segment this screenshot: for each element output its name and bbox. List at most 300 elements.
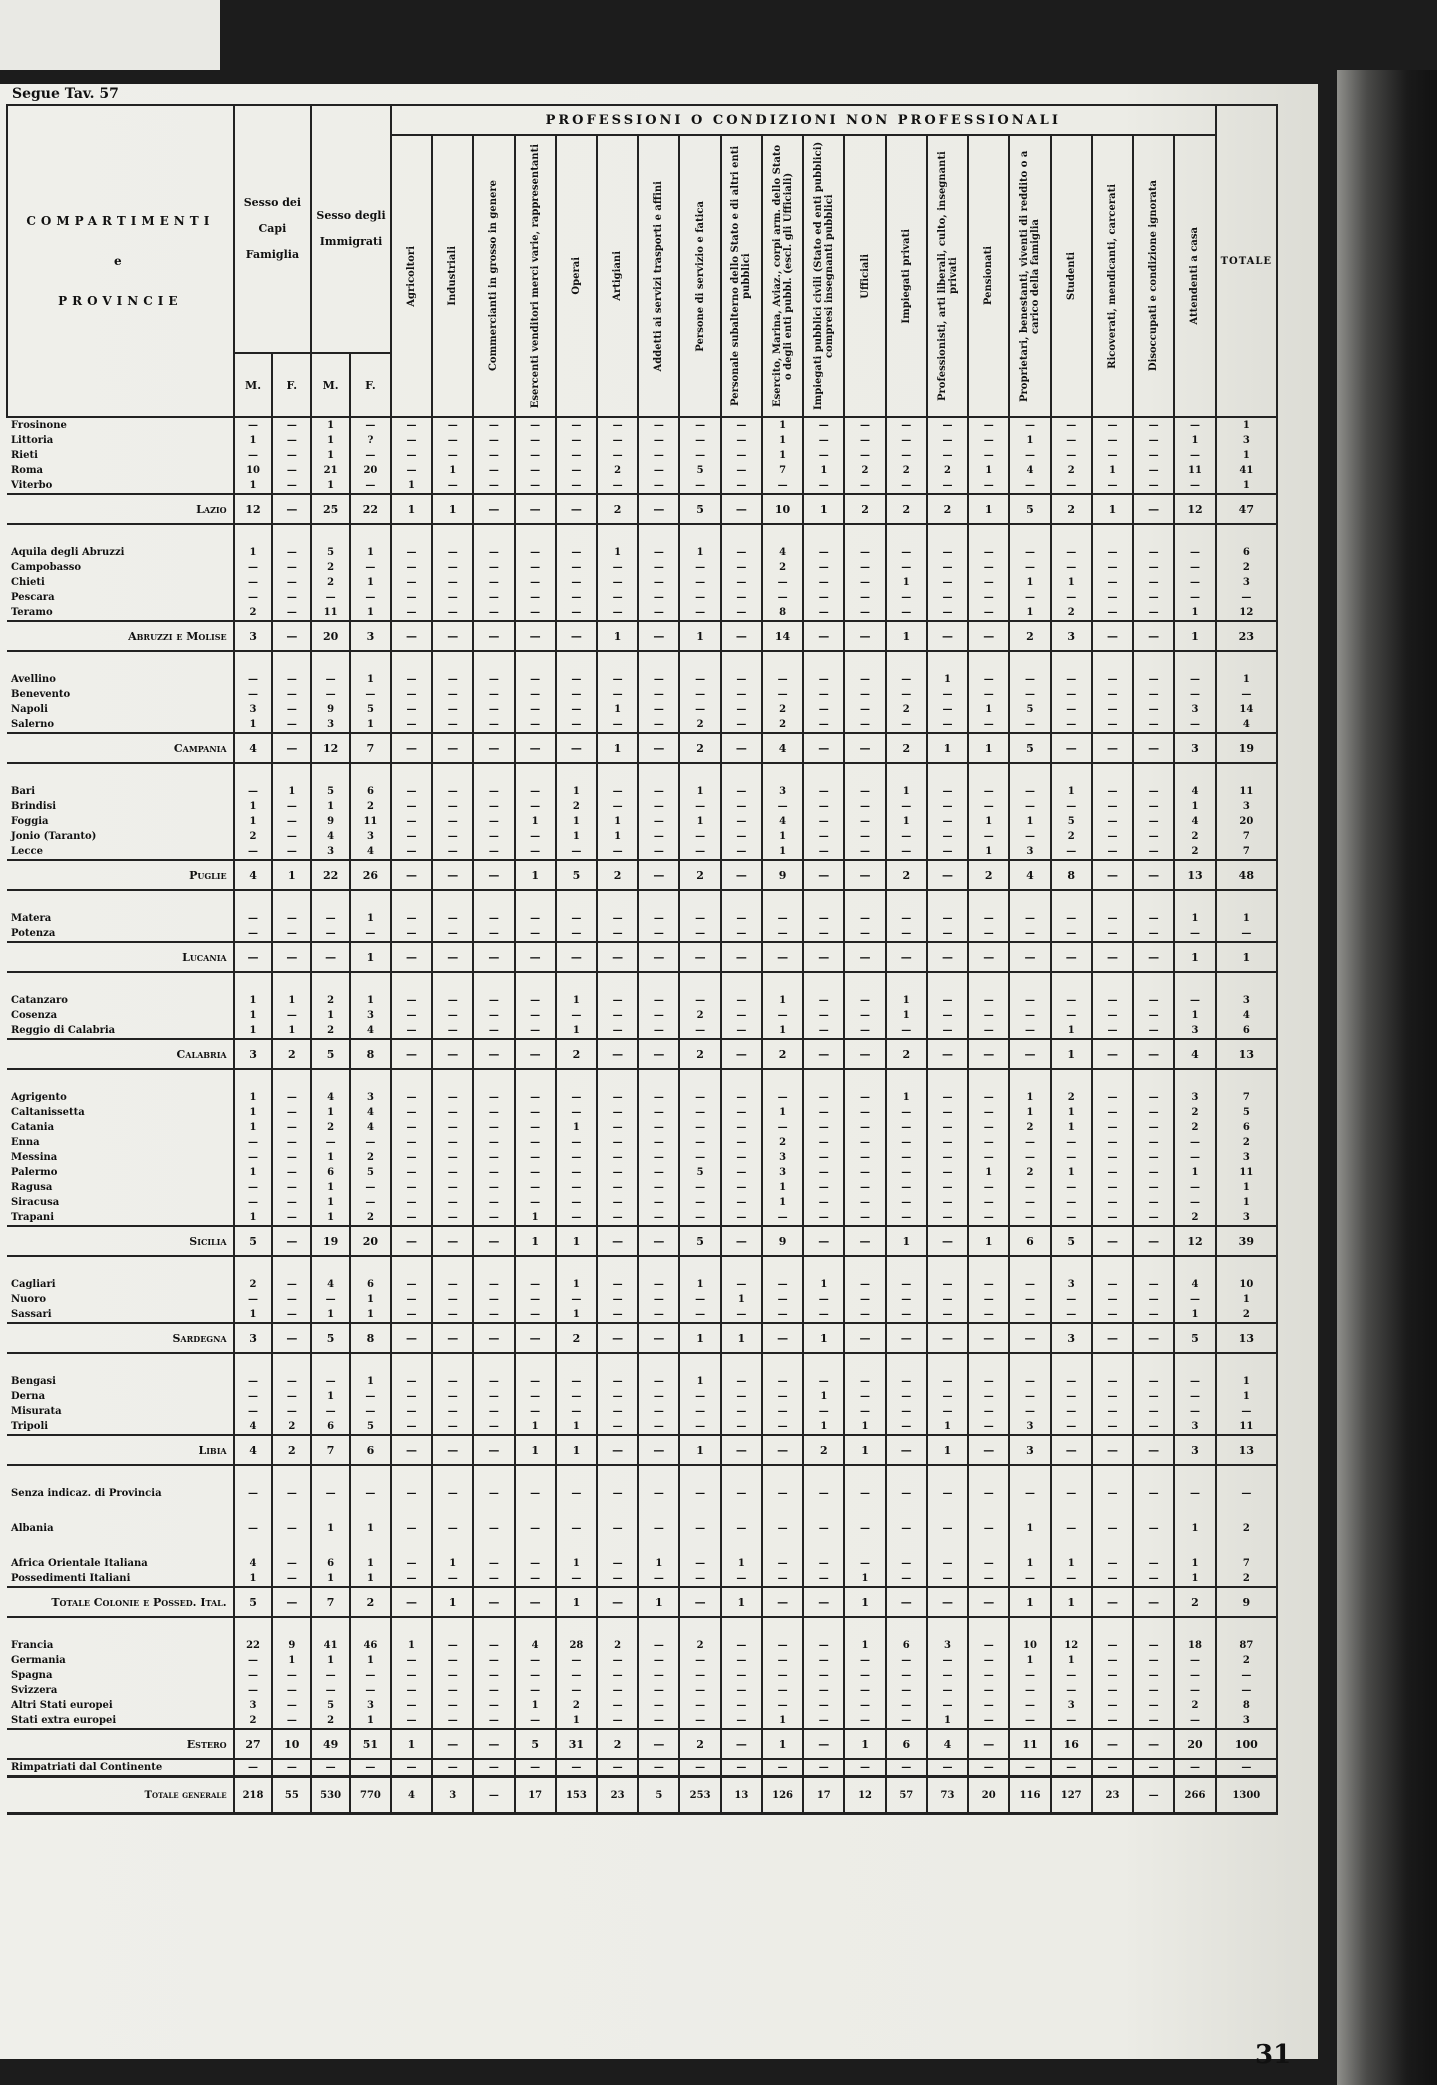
value-cell: — [638,1135,679,1150]
profession-column-header [968,135,1009,417]
value-cell: — [1216,590,1277,605]
value-cell: — [473,1277,514,1292]
value-cell: — [1092,1008,1133,1023]
value-cell: — [391,1374,432,1389]
value-cell: 6 [311,1556,350,1571]
value-cell: — [803,433,844,448]
value-cell: — [597,1698,638,1713]
spacer-cell [556,1501,597,1521]
spacer-cell [762,972,803,993]
value-cell: — [1092,1307,1133,1323]
profession-column-header [597,135,638,417]
value-cell: 1 [391,1638,432,1653]
value-cell: — [1133,590,1174,605]
value-cell: — [638,733,679,763]
spacer-cell [638,524,679,545]
spacer-cell [721,972,762,993]
value-cell: — [234,672,273,687]
table-row [7,672,1277,687]
value-cell: — [886,1374,927,1389]
value-cell: — [886,1486,927,1501]
value-cell: — [968,1729,1009,1759]
value-cell: — [968,1653,1009,1668]
value-cell: — [515,784,556,799]
value-cell: — [927,926,968,942]
table-row [7,1210,1277,1226]
value-cell: 2 [679,1008,720,1023]
spacer-cell [803,651,844,672]
value-cell: 4 [1009,860,1050,890]
value-cell: — [638,1105,679,1120]
value-cell: 1 [350,942,391,972]
value-cell: — [432,605,473,621]
value-cell: — [1133,621,1174,651]
value-cell: 6 [350,1435,391,1465]
value-cell: 1 [803,494,844,524]
value-cell: — [350,590,391,605]
spacer-cell [844,1256,885,1277]
value-cell: — [1092,478,1133,494]
value-cell: — [473,1556,514,1571]
value-cell: — [597,1521,638,1536]
value-cell: 3 [432,1777,473,1814]
value-cell: — [391,911,432,926]
row-label: Senza indicaz. di Provincia [7,1486,234,1501]
value-cell: — [1133,463,1174,478]
value-cell: — [844,1486,885,1501]
row-label: Enna [7,1135,234,1150]
value-cell: 1 [350,1307,391,1323]
value-cell: 1 [679,1374,720,1389]
value-cell: — [473,545,514,560]
value-cell: 1 [234,1008,273,1023]
value-cell: 2 [762,1039,803,1069]
value-cell: — [432,1323,473,1353]
value-cell: — [473,590,514,605]
table-row [7,993,1277,1008]
value-cell: 1 [1216,942,1277,972]
spacer-row [7,1617,1277,1638]
value-cell: — [311,942,350,972]
value-cell: — [1174,1683,1215,1698]
value-cell: 2 [311,560,350,575]
value-cell: 1 [234,1307,273,1323]
value-cell: — [679,1195,720,1210]
value-cell: — [1051,687,1092,702]
value-cell: — [638,1180,679,1195]
value-cell: — [1009,1210,1050,1226]
table-row [7,1277,1277,1292]
value-cell: — [927,1587,968,1617]
spacer-cell [350,1256,391,1277]
value-cell: 10 [234,463,273,478]
value-cell: — [515,560,556,575]
value-cell: — [515,417,556,433]
spacer-cell [391,1617,432,1638]
row-label: Abruzzi e Molise [7,621,234,651]
value-cell: — [762,687,803,702]
spacer-cell [844,890,885,911]
table-row [7,1180,1277,1195]
value-cell: — [803,799,844,814]
value-cell: — [1009,1008,1050,1023]
value-cell: 49 [311,1729,350,1759]
value-cell: 1 [762,1713,803,1729]
value-cell: 1 [886,1090,927,1105]
table-body [7,417,1277,1814]
value-cell: — [721,687,762,702]
value-cell: 3 [1174,1435,1215,1465]
value-cell: — [803,1521,844,1536]
value-cell: — [968,1587,1009,1617]
value-cell: — [597,1486,638,1501]
value-cell: 1 [762,448,803,463]
value-cell: — [803,575,844,590]
spacer-cell [473,524,514,545]
value-cell: — [272,1571,311,1587]
value-cell: — [638,1323,679,1353]
value-cell: — [968,1180,1009,1195]
value-cell: 2 [679,1638,720,1653]
value-cell: — [272,1374,311,1389]
value-cell: — [721,1521,762,1536]
value-cell: — [844,1323,885,1353]
value-cell: — [1133,1105,1174,1120]
spacer-cell [272,1353,311,1374]
value-cell: — [432,733,473,763]
value-cell: — [1092,926,1133,942]
spacer-cell [1092,1256,1133,1277]
value-cell: — [597,1195,638,1210]
value-cell: — [432,621,473,651]
value-cell: — [473,1713,514,1729]
value-cell: — [679,560,720,575]
spacer-cell [927,1536,968,1556]
spacer-cell [638,1256,679,1277]
profession-column-header [927,135,968,417]
row-label: Littoria [7,433,234,448]
value-cell: — [1092,1292,1133,1307]
value-cell: — [844,448,885,463]
value-cell: 3 [1216,1210,1277,1226]
value-cell: 1 [556,1435,597,1465]
value-cell: — [1051,672,1092,687]
value-cell: — [679,687,720,702]
value-cell: — [432,1210,473,1226]
value-cell: — [515,1180,556,1195]
value-cell: — [1009,1023,1050,1039]
profession-column-label: Impiegati pubblici civili (Stato ed enti pubblici) compresi insegnanti pubblici [812,141,835,411]
table-header [7,105,1277,417]
value-cell: — [432,1023,473,1039]
value-cell: — [803,1135,844,1150]
value-cell: 1 [886,575,927,590]
spacer-cell [762,1353,803,1374]
spacer-cell [1133,1465,1174,1486]
value-cell: — [638,702,679,717]
value-cell: — [1009,1323,1050,1353]
value-cell: — [844,1195,885,1210]
profession-column-label: Esercito, Marina, Aviaz., corpi arm. dello Stato o degli enti pubbl. (escl. gli Ufficiali) [771,144,794,408]
spacer-cell [803,524,844,545]
value-cell: — [1051,1759,1092,1777]
spacer-cell [803,1465,844,1486]
value-cell: — [721,1120,762,1135]
value-cell: 2 [1009,1120,1050,1135]
value-cell: 2 [311,1120,350,1135]
spacer-cell [638,1617,679,1638]
value-cell: 13 [721,1777,762,1814]
value-cell: 1 [515,814,556,829]
value-cell: — [391,1713,432,1729]
value-cell: — [311,926,350,942]
spacer-cell [597,1256,638,1277]
spacer-cell [432,1256,473,1277]
value-cell: — [844,672,885,687]
value-cell: — [391,575,432,590]
value-cell: — [721,463,762,478]
value-cell: 12 [311,733,350,763]
value-cell: — [1092,799,1133,814]
spacer-cell [1174,972,1215,993]
value-cell: 4 [1174,784,1215,799]
value-cell: — [927,1698,968,1713]
value-cell: — [886,844,927,860]
value-cell: 1 [234,814,273,829]
value-cell: 20 [968,1777,1009,1814]
value-cell: — [473,1521,514,1536]
value-cell: 1 [886,1008,927,1023]
value-cell: — [721,1226,762,1256]
value-cell: — [473,1120,514,1135]
value-cell: — [762,1008,803,1023]
value-cell: 31 [556,1729,597,1759]
value-cell: 6 [1216,1120,1277,1135]
value-cell: — [886,590,927,605]
value-cell: — [432,814,473,829]
value-cell: — [556,1683,597,1698]
value-cell: — [927,1180,968,1195]
profession-column-label: Operai [570,257,582,295]
value-cell: — [638,590,679,605]
value-cell: 1 [844,1587,885,1617]
value-cell: — [803,1210,844,1226]
value-cell: — [1216,1759,1277,1777]
row-label: Totale Colonie e Possed. Ital. [7,1587,234,1617]
value-cell: — [1092,1435,1133,1465]
value-cell: — [515,1759,556,1777]
spacer-cell [432,1536,473,1556]
spacer-cell [927,1256,968,1277]
value-cell: 1 [391,478,432,494]
value-cell: 5 [311,1698,350,1713]
value-cell: — [272,1307,311,1323]
value-cell: 1 [350,672,391,687]
value-cell: 17 [803,1777,844,1814]
spacer-cell [391,1501,432,1521]
spacer-cell [886,890,927,911]
value-cell: — [391,717,432,733]
value-cell: — [391,621,432,651]
value-cell: 1 [311,417,350,433]
value-cell: — [1133,784,1174,799]
spacer-cell [311,1617,350,1638]
spacer-cell [721,1069,762,1090]
row-label: Cosenza [7,1008,234,1023]
value-cell: — [844,687,885,702]
value-cell: — [968,1023,1009,1039]
spacer-cell [272,1465,311,1486]
value-cell: — [311,672,350,687]
value-cell: — [886,1307,927,1323]
value-cell: — [927,1039,968,1069]
value-cell: 41 [311,1638,350,1653]
value-cell: — [272,478,311,494]
value-cell: — [272,1683,311,1698]
value-cell: 4 [311,829,350,844]
spacer-cell [968,1353,1009,1374]
value-cell: 126 [762,1777,803,1814]
value-cell: 2 [1174,1105,1215,1120]
spacer-cell [1174,1069,1215,1090]
value-cell: — [1133,1729,1174,1759]
spacer-cell [721,1256,762,1277]
value-cell: — [803,1713,844,1729]
spacer-cell [1216,1465,1277,1486]
value-cell: — [968,993,1009,1008]
value-cell: — [432,672,473,687]
value-cell: — [968,1323,1009,1353]
row-label: Jonio (Taranto) [7,829,234,844]
spacer-cell [886,763,927,784]
value-cell: — [597,942,638,972]
value-cell: 20 [350,463,391,478]
spacer-cell [1051,1536,1092,1556]
value-cell: — [968,1120,1009,1135]
spacer-cell [721,651,762,672]
value-cell: — [1174,687,1215,702]
spacer-cell [1216,524,1277,545]
value-cell: — [721,844,762,860]
spacer-cell [886,972,927,993]
value-cell: — [556,1521,597,1536]
value-cell: — [597,993,638,1008]
value-cell: 1 [1216,672,1277,687]
value-cell: — [1009,1135,1050,1150]
value-cell: — [721,993,762,1008]
value-cell: 4 [234,1419,273,1435]
spacer-cell [803,763,844,784]
value-cell: — [927,1135,968,1150]
value-cell: 1 [350,911,391,926]
value-cell: — [886,1195,927,1210]
spacer-cell [886,1617,927,1638]
value-cell: — [721,1135,762,1150]
value-cell: 5 [679,494,720,524]
value-cell: — [886,448,927,463]
value-cell: — [968,1571,1009,1587]
value-cell: — [968,1638,1009,1653]
value-cell: — [515,1571,556,1587]
spacer-cell [473,651,514,672]
value-cell: — [597,1135,638,1150]
value-cell: 25 [311,494,350,524]
value-cell: — [721,575,762,590]
value-cell: 1 [391,494,432,524]
value-cell: — [638,942,679,972]
value-cell: — [515,1090,556,1105]
value-cell: — [515,478,556,494]
value-cell: — [927,1292,968,1307]
table-row [7,799,1277,814]
value-cell: — [1174,575,1215,590]
value-cell: 2 [1051,463,1092,478]
value-cell: 1 [1009,1653,1050,1668]
value-cell: — [638,1023,679,1039]
value-cell: 5 [638,1777,679,1814]
value-cell: — [473,1195,514,1210]
value-cell: 6 [1216,545,1277,560]
value-cell: 87 [1216,1638,1277,1653]
profession-column-label: Proprietari, benestanti, viventi di reddito o a carico della famiglia [1018,150,1041,402]
value-cell: 3 [1216,433,1277,448]
value-cell: — [432,575,473,590]
spacer-cell [927,1465,968,1486]
value-cell: — [391,1521,432,1536]
value-cell: 12 [1174,494,1215,524]
value-cell: — [1051,1404,1092,1419]
value-cell: — [432,1668,473,1683]
value-cell: — [803,860,844,890]
spacer-cell [350,763,391,784]
value-cell: 1 [1174,1008,1215,1023]
value-cell: — [272,621,311,651]
row-label: Aquila degli Abruzzi [7,545,234,560]
value-cell: — [679,575,720,590]
spacer-cell [679,1256,720,1277]
value-cell: — [391,733,432,763]
value-cell: 1 [597,829,638,844]
value-cell: — [638,1668,679,1683]
value-cell: — [886,1023,927,1039]
value-cell: 2 [311,1713,350,1729]
value-cell: 5 [234,1587,273,1617]
value-cell: — [515,1389,556,1404]
spacer-cell [391,1353,432,1374]
value-cell: — [638,1307,679,1323]
value-cell: — [886,1389,927,1404]
value-cell: — [473,717,514,733]
value-cell: 1 [311,1389,350,1404]
value-cell: 1 [886,1226,927,1256]
total-row [7,621,1277,651]
spacer-cell [927,1353,968,1374]
value-cell: — [679,605,720,621]
value-cell: — [1133,814,1174,829]
value-cell: — [432,942,473,972]
spacer-cell [7,1069,234,1090]
value-cell: — [762,672,803,687]
value-cell: 6 [1216,1023,1277,1039]
value-cell: 1 [679,1277,720,1292]
spacer-cell [679,1617,720,1638]
spacer-cell [556,890,597,911]
value-cell: — [803,1292,844,1307]
spacer-cell [968,524,1009,545]
value-cell: — [803,1008,844,1023]
value-cell: — [556,844,597,860]
value-cell: — [597,687,638,702]
